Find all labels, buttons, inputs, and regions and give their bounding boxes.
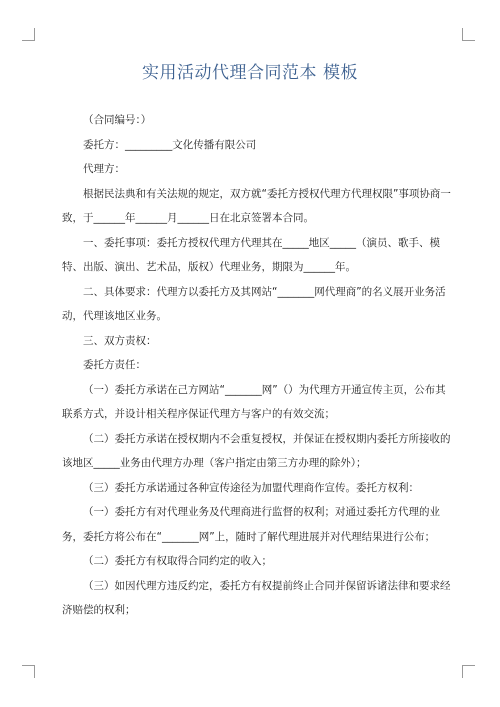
agent-party: 代理方： xyxy=(83,163,125,175)
crop-mark-bottom-left xyxy=(22,665,35,678)
client-duty-2: （二）委托方承诺在授权期内不会重复授权，并保证在授权期内委托方所接收的该地区_____业务由代理方办理（客户指定由第三方办理的除外）； xyxy=(62,432,451,469)
crop-mark-bottom-right xyxy=(462,665,475,678)
client-right-3: （三）如因代理方违反约定，委托方有权提前终止合同并保留诉诸法律和要求经济赔偿的权利； xyxy=(62,579,451,616)
crop-mark-top-right xyxy=(462,28,475,41)
clause-2: 二、具体要求：代理方以委托方及其网站“_______网代理商”的名义展开业务活动，代理该地区业务。 xyxy=(62,285,446,322)
client-duties-heading: 委托方责任： xyxy=(83,359,146,371)
preamble-paragraph: 根据民法典和有关法规的规定，双方就“委托方授权代理方代理权限”事项协商一致，于______年______月______日在北京签署本合同。 xyxy=(62,187,451,224)
client-right-1: （一）委托方有对代理业务及代理商进行监督的权利；对通过委托方代理的业务，委托方将公布在“_______网”上，随时了解代理进展并对代理结果进行公布； xyxy=(62,506,440,543)
clause-3-heading: 三、双方责权： xyxy=(83,334,157,347)
contract-number: （合同编号：） xyxy=(83,114,152,126)
crop-mark-top-left xyxy=(22,28,35,41)
clause-1: 一、委托事项：委托方授权代理方代理其在_____地区_____（演员、歌手、模特、出版、演出、艺术品，版权）代理业务，期限为______年。 xyxy=(62,236,440,273)
document-body xyxy=(62,108,454,623)
client-duty-1: （一）委托方承诺在己方网站“_______网”（）为代理方开通宣传主页，公布其联系方式，并设计相关程序保证代理方与客户的有效交流； xyxy=(62,383,446,420)
client-right-2: （二）委托方有权取得合同约定的收入； xyxy=(83,555,272,567)
client-duty-3: （三）委托方承诺通过各种宣传途径为加盟代理商作宣传。委托方权利： xyxy=(83,481,419,494)
client-party: 委托方：_________文化传播有限公司 xyxy=(83,138,257,151)
document-title: 实用活动代理合同范本 模板 xyxy=(142,63,358,83)
